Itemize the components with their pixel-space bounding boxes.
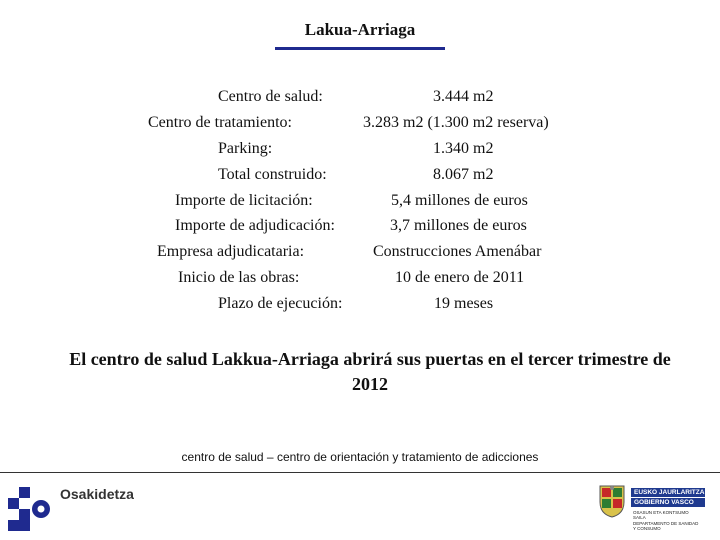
detail-value: 8.067 m2 [433, 166, 494, 183]
detail-row [0, 166, 720, 192]
detail-label: Centro de tratamiento: [148, 114, 292, 131]
detail-label: Inicio de las obras: [178, 269, 300, 286]
detail-label: Empresa adjudicataria: [157, 243, 305, 260]
detail-row [0, 140, 720, 166]
detail-label: Centro de salud: [218, 88, 323, 105]
detail-value: 5,4 millones de euros [391, 192, 528, 209]
detail-value: 1.340 m2 [433, 140, 494, 157]
osakidetza-logo-icon [8, 487, 52, 531]
detail-value: 10 de enero de 2011 [395, 269, 525, 286]
detail-row [0, 295, 720, 321]
detail-row [0, 217, 720, 243]
detail-row [0, 192, 720, 218]
gov-name-basque: EUSKO JAURLARITZA [631, 488, 705, 497]
gov-dept-line: Y CONSUMO [633, 526, 661, 531]
basque-government-shield-icon [597, 484, 627, 518]
detail-row [0, 269, 720, 295]
footer-caption: centro de salud – centro de orientación y tratamiento de adicciones [181, 450, 539, 464]
gov-dept-line: SAILA [633, 515, 646, 520]
detail-value: 3.444 m2 [433, 88, 494, 105]
page-title: Lakua-Arriaga [304, 20, 416, 39]
detail-label: Importe de licitación: [175, 192, 313, 209]
osakidetza-wordmark: Osakidetza [60, 486, 134, 502]
detail-row [0, 114, 720, 140]
detail-label: Importe de adjudicación: [175, 217, 335, 234]
gov-name-spanish: GOBIERNO VASCO [631, 498, 705, 507]
detail-row [0, 88, 720, 114]
detail-label: Plazo de ejecución: [218, 295, 343, 312]
detail-value: 3,7 millones de euros [390, 217, 527, 234]
footer-divider [0, 472, 720, 473]
headline: El centro de salud Lakkua-Arriaga abrirá sus puertas en el tercer trimestre de 2012 [69, 349, 671, 394]
gov-dept-line: OSASUN ETA KONTSUMO [633, 510, 689, 515]
detail-label: Parking: [218, 140, 273, 157]
detail-row [0, 243, 720, 269]
detail-label: Total construido: [218, 166, 327, 183]
gov-dept-line: DEPARTAMENTO DE SANIDAD [633, 521, 699, 526]
detail-value: 3.283 m2 (1.300 m2 reserva) [363, 114, 549, 131]
title-underline [275, 47, 445, 50]
detail-value: Construcciones Amenábar [373, 243, 542, 260]
detail-value: 19 meses [434, 295, 494, 312]
